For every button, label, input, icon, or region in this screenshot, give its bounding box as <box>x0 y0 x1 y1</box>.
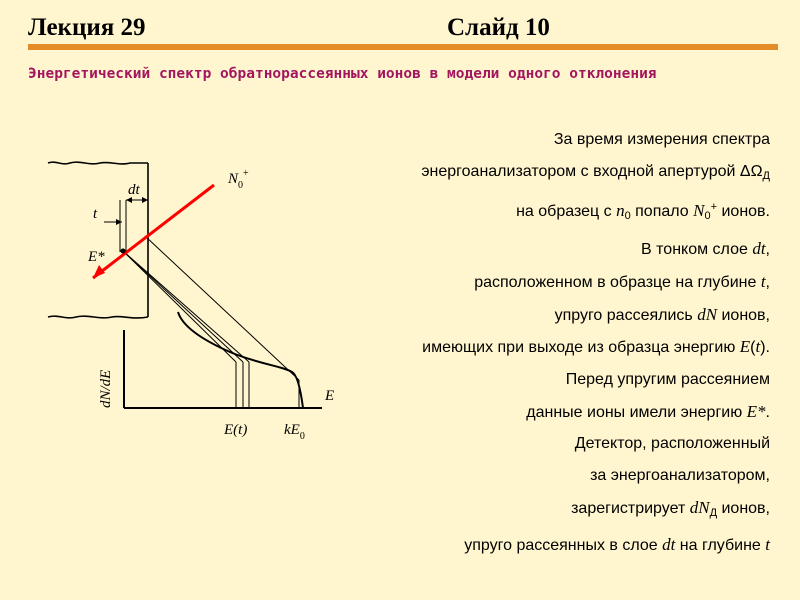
scatter-point <box>121 249 126 254</box>
body-line: данные ионы имели энергию E*. <box>526 401 770 421</box>
label-t: t <box>93 206 98 222</box>
slide-subtitle: Энергетический спектр обратнорассеянных ионов в модели одного отклонения <box>28 66 657 82</box>
label-kE0: $kE_0$ <box>284 422 305 442</box>
label-dt: dt <box>128 182 140 198</box>
body-line: упруго рассеянных в слое dt на глубине t <box>464 535 770 555</box>
body-line: имеющих при выходе из образца энергию E(t). <box>422 337 770 357</box>
exit-line-2 <box>123 251 243 362</box>
label-Et: E(t) <box>224 422 248 438</box>
label-dNdE: dN/dE <box>98 369 114 408</box>
body-line: расположенном в образце на глубине t, <box>474 271 770 291</box>
body-line: Детектор, расположенный <box>574 435 770 453</box>
body-line: энергоанализатором с входной апертурой $\Delta\Omega_Д$ <box>421 162 770 182</box>
label-Estar: E* <box>88 249 105 265</box>
slide-number: Слайд 10 <box>447 14 550 41</box>
lecture-title: Лекция 29 <box>28 14 146 41</box>
label-N0: $N_0^+$ <box>228 168 249 191</box>
body-line: Перед упругим рассеянием <box>565 370 770 388</box>
body-line: зарегистрирует $dN_Д$ ионов, <box>571 497 770 519</box>
label-E-axis: E <box>325 388 335 404</box>
slide-body-text <box>310 124 770 562</box>
body-line: за энергоанализатором, <box>590 467 770 485</box>
exit-line-3 <box>123 251 249 362</box>
body-line: упруго рассеялись dN ионов, <box>554 304 770 324</box>
body-line: В тонком слое dt, <box>641 239 770 259</box>
beam-arrow-icon <box>93 265 105 278</box>
sample-bottom-edge <box>48 316 148 318</box>
body-line: на образец с $n_0$ попало $N_0^+$ ионов. <box>516 201 770 223</box>
sample-top-edge <box>48 162 148 164</box>
incident-beam <box>93 185 214 278</box>
body-line: За время измерения спектра <box>553 131 770 148</box>
surface-exit-line <box>145 236 299 380</box>
